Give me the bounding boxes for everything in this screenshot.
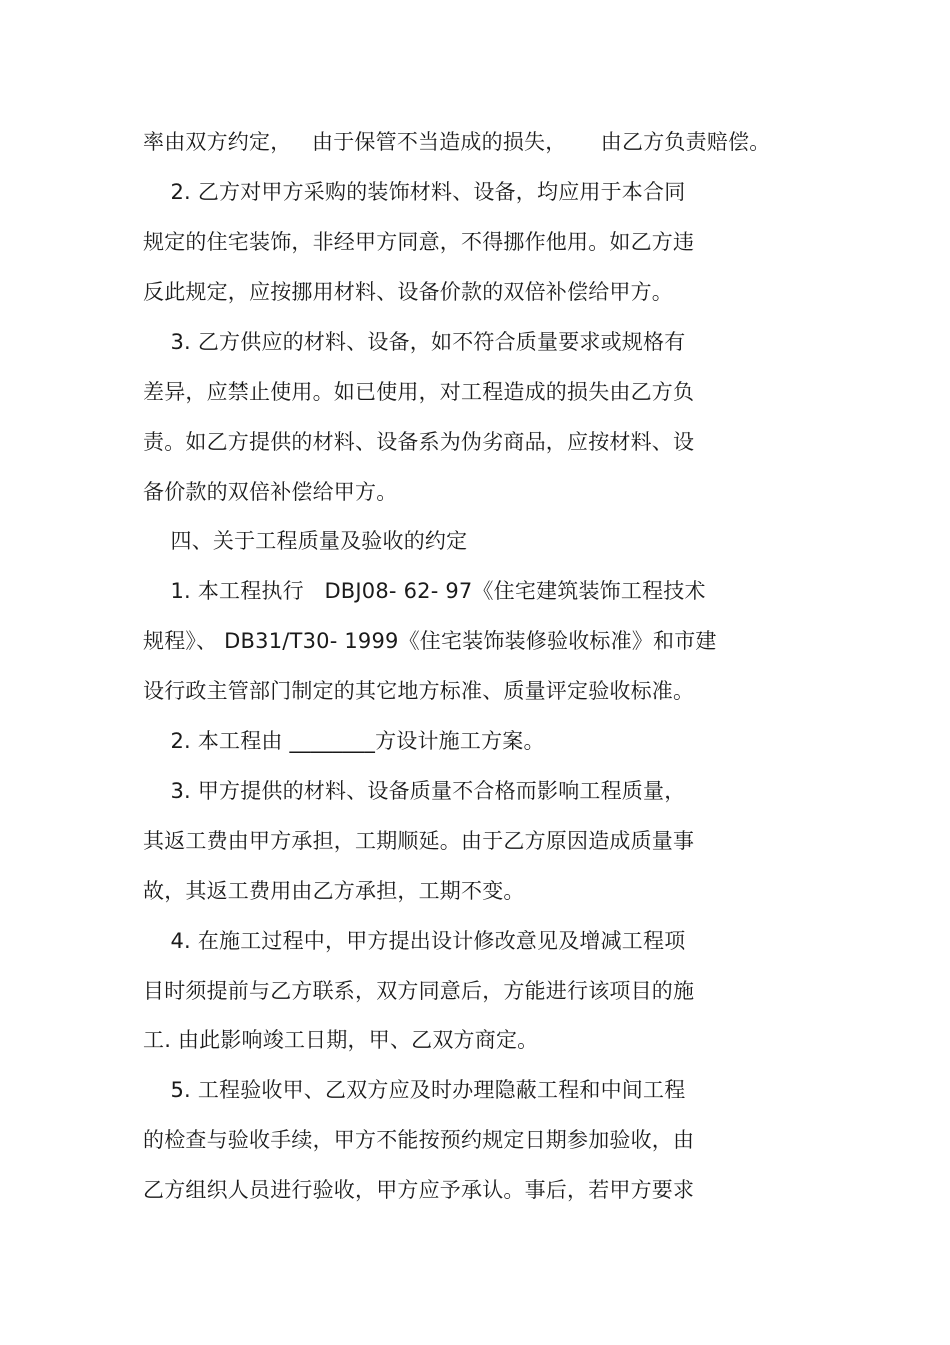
- text-line: 2. 本工程由 ________方设计施工方案。: [143, 729, 545, 753]
- text-line: 备价款的双倍补偿给甲方。: [143, 480, 398, 504]
- text-line: 故，其返工费用由乙方承担，工期不变。: [143, 879, 525, 903]
- text-line: 责。如乙方提供的材料、设备系为伪劣商品，应按材料、设: [143, 430, 695, 454]
- text-line: 4. 在施工过程中，甲方提出设计修改意见及增减工程项: [143, 929, 686, 953]
- text-line: 乙方组织人员进行验收，甲方应予承认。事后，若甲方要求: [143, 1178, 695, 1202]
- text-line: 目时须提前与乙方联系，双方同意后，方能进行该项目的施: [143, 979, 695, 1003]
- text-line: 反此规定，应按挪用材料、设备价款的双倍补偿给甲方。: [143, 280, 673, 304]
- section-heading: 四、关于工程质量及验收的约定: [143, 529, 468, 553]
- text-line: 差异，应禁止使用。如已使用，对工程造成的损失由乙方负: [143, 380, 695, 404]
- text-line: 其返工费由甲方承担，工期顺延。由于乙方原因造成质量事: [143, 829, 695, 853]
- text-line: 3. 甲方提供的材料、设备质量不合格而影响工程质量，: [143, 779, 686, 803]
- text-line: 5. 工程验收甲、乙双方应及时办理隐蔽工程和中间工程: [143, 1078, 686, 1102]
- text-line: 2. 乙方对甲方采购的装饰材料、设备，均应用于本合同: [143, 180, 686, 204]
- text-line: 规程》、 DB31/T30- 1999《住宅装饰装修验收标准》和市建: [143, 629, 717, 653]
- text-line: 规定的住宅装饰，非经甲方同意，不得挪作他用。如乙方违: [143, 230, 695, 254]
- text-line: 工. 由此影响竣工日期，甲、乙双方商定。: [143, 1028, 539, 1052]
- text-line: 的检查与验收手续，甲方不能按预约规定日期参加验收，由: [143, 1128, 695, 1152]
- text-line: 率由双方约定， 由于保管不当造成的损失， 由乙方负责赔偿。: [143, 130, 771, 154]
- text-line: 设行政主管部门制定的其它地方标准、质量评定验收标准。: [143, 679, 695, 703]
- text-line: 1. 本工程执行 DBJ08- 62- 97《住宅建筑装饰工程技术: [143, 579, 706, 603]
- text-line: 3. 乙方供应的材料、设备，如不符合质量要求或规格有: [143, 330, 686, 354]
